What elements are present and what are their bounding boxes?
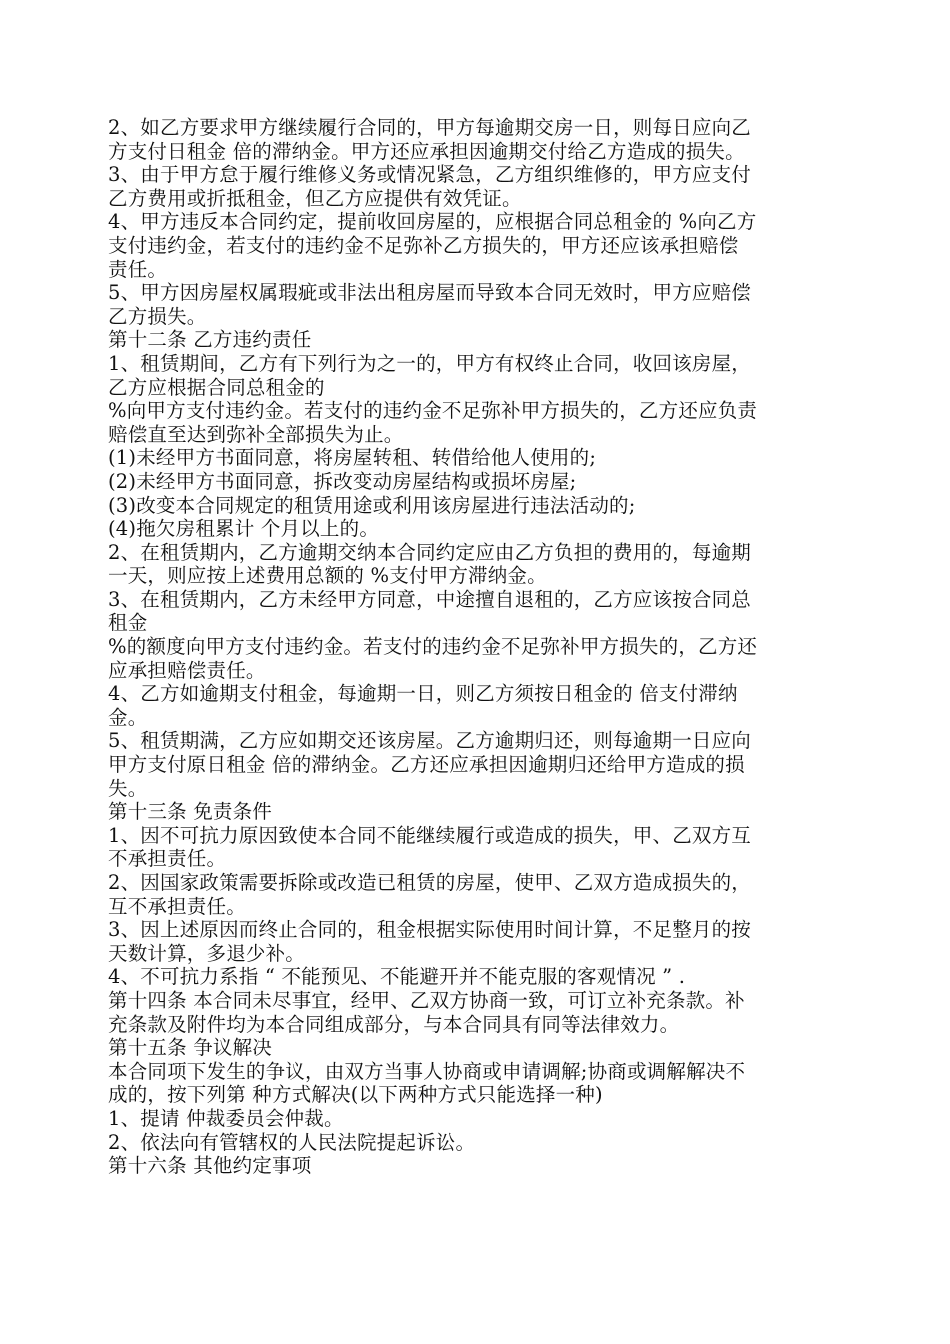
text-line: (4)拖欠房租累计 个月以上的。 bbox=[108, 517, 380, 541]
text-line: 3、因上述原因而终止合同的，租金根据实际使用时间计算，不足整月的按 bbox=[108, 918, 752, 942]
text-line: 租金 bbox=[108, 611, 148, 635]
text-line: 责任。 bbox=[108, 257, 168, 281]
text-line: 1、提请 仲裁委员会仲裁。 bbox=[108, 1106, 344, 1130]
text-line: 充条款及附件均为本合同组成部分，与本合同具有同等法律效力。 bbox=[108, 1012, 680, 1036]
text-line: 5、甲方因房屋权属瑕疵或非法出租房屋而导致本合同无效时，甲方应赔偿 bbox=[108, 281, 752, 305]
text-line: 4、乙方如逾期支付租金，每逾期一日，则乙方须按日租金的 倍支付滞纳 bbox=[108, 682, 738, 706]
text-line: 成的，按下列第 种方式解决(以下两种方式只能选择一种) bbox=[108, 1083, 603, 1107]
text-line: 2、在租赁期内，乙方逾期交纳本合同约定应由乙方负担的费用的，每逾期 bbox=[108, 540, 752, 564]
text-line: 不承担责任。 bbox=[108, 847, 227, 871]
section-heading: 第十五条 争议解决 bbox=[108, 1036, 272, 1060]
text-line: 2、因国家政策需要拆除或改造已租赁的房屋，使甲、乙双方造成损失的， bbox=[108, 871, 752, 894]
text-line: 支付违约金，若支付的违约金不足弥补乙方损失的，甲方还应该承担赔偿 bbox=[108, 233, 739, 257]
text-line: 乙方应根据合同总租金的 bbox=[108, 375, 325, 399]
text-line: 金。 bbox=[108, 705, 148, 729]
section-heading: 第十二条 乙方违约责任 bbox=[108, 328, 312, 352]
text-line: 本合同项下发生的争议，由双方当事人协商或申请调解;协商或调解解决不 bbox=[108, 1059, 746, 1083]
text-line: %向甲方支付违约金。若支付的违约金不足弥补甲方损失的，乙方还应负责 bbox=[108, 399, 758, 423]
text-line: 3、由于甲方怠于履行维修义务或情况紧急，乙方组织维修的，甲方应支付 bbox=[108, 163, 752, 187]
text-line: 应承担赔偿责任。 bbox=[108, 658, 266, 682]
text-line: 2、如乙方要求甲方继续履行合同的，甲方每逾期交房一日，则每日应向乙 bbox=[108, 116, 752, 139]
text-line: 4、不可抗力系指 “ 不能预见、不能避开并不能克服的客观情况 ” . bbox=[108, 965, 686, 989]
section-heading: 第十四条 本合同未尽事宜，经甲、乙双方协商一致，可订立补充条款。补 bbox=[108, 988, 745, 1012]
text-line: (1)未经甲方书面同意，将房屋转租、转借给他人使用的; bbox=[108, 446, 597, 470]
text-line: 乙方损失。 bbox=[108, 304, 207, 328]
text-line: (2)未经甲方书面同意，拆改变动房屋结构或损坏房屋; bbox=[108, 469, 577, 493]
text-line: (3)改变本合同规定的租赁用途或利用该房屋进行违法活动的; bbox=[108, 493, 636, 517]
text-line: 天数计算，多退少补。 bbox=[108, 941, 306, 965]
text-line: 1、租赁期间，乙方有下列行为之一的，甲方有权终止合同，收回该房屋， bbox=[108, 351, 752, 375]
text-line: 4、甲方违反本合同约定，提前收回房屋的，应根据合同总租金的 %向乙方 bbox=[108, 210, 757, 234]
text-line: %的额度向甲方支付违约金。若支付的违约金不足弥补甲方损失的，乙方还 bbox=[108, 635, 758, 659]
text-line: 一天，则应按上述费用总额的 %支付甲方滞纳金。 bbox=[108, 564, 547, 588]
document-body bbox=[108, 116, 848, 1178]
text-line: 乙方费用或折抵租金，但乙方应提供有效凭证。 bbox=[108, 186, 522, 210]
text-line: 甲方支付原日租金 倍的滞纳金。乙方还应承担因逾期归还给甲方造成的损 bbox=[108, 753, 745, 777]
text-line: 方支付日租金 倍的滞纳金。甲方还应承担因逾期交付给乙方造成的损失。 bbox=[108, 139, 745, 163]
text-line: 互不承担责任。 bbox=[108, 894, 246, 918]
text-line: 1、因不可抗力原因致使本合同不能继续履行或造成的损失，甲、乙双方互 bbox=[108, 823, 752, 847]
text-line: 2、依法向有管辖权的人民法院提起诉讼。 bbox=[108, 1130, 476, 1154]
text-line: 失。 bbox=[108, 776, 148, 800]
section-heading: 第十三条 免责条件 bbox=[108, 800, 272, 824]
text-line: 赔偿直至达到弥补全部损失为止。 bbox=[108, 422, 404, 446]
text-line: 5、租赁期满，乙方应如期交还该房屋。乙方逾期归还，则每逾期一日应向 bbox=[108, 729, 752, 753]
section-heading: 第十六条 其他约定事项 bbox=[108, 1154, 312, 1178]
text-line: 3、在租赁期内，乙方未经甲方同意，中途擅自退租的，乙方应该按合同总 bbox=[108, 587, 752, 611]
